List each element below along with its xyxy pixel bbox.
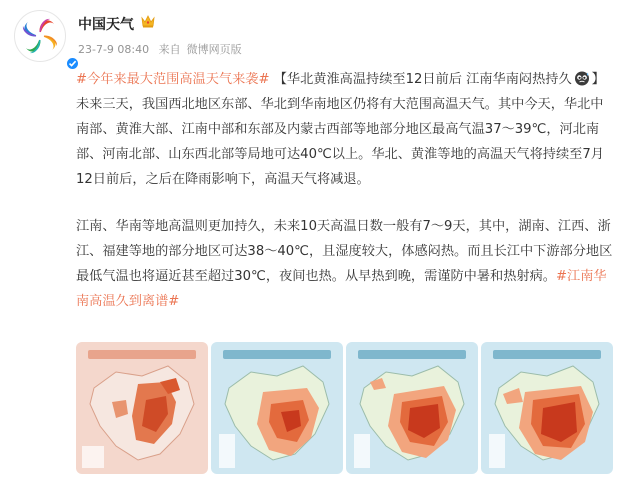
post-meta [78, 41, 248, 57]
timestamp[interactable]: 23-7-9 08:40 [78, 43, 150, 56]
headline-text: 【华北黄淮高温持续至12日前后 江南华南闷热持久 [273, 72, 572, 87]
source-link[interactable]: 微博网页版 [186, 43, 242, 56]
image-thumbnail-4[interactable] [481, 342, 613, 474]
avatar[interactable] [14, 10, 66, 62]
crown-icon[interactable] [141, 15, 155, 28]
paragraph-1 [76, 67, 616, 192]
post-content [76, 67, 616, 314]
image-thumbnail-2[interactable] [211, 342, 343, 474]
china-weather-logo [18, 14, 62, 58]
paragraph-2 [76, 214, 616, 314]
username[interactable]: 中国天气 [78, 17, 134, 33]
image-gallery [76, 342, 613, 474]
paragraph-2-text: 江南、华南等地高温则更加持久，未来10天高温日数一般有7～9天，其中，湖南、江西、浙江、福建等地的部分地区可达38～40℃，且湿度较大，体感闷热。而且长江中下游部分地区最低气温也将逼近甚至超过30℃，夜间也热。从早热到晚，需谨防中暑和热射病。 [76, 219, 613, 284]
hashtag-link-2[interactable]: #江南华南高温久到离谱# [76, 269, 607, 309]
headline-close: 】 [591, 72, 605, 87]
image-thumbnail-3[interactable] [346, 342, 478, 474]
sweat-emoji-icon [574, 70, 590, 86]
image-thumbnail-1[interactable] [76, 342, 208, 474]
paragraph-1-text: 未来三天，我国西北地区东部、华北到华南地区仍将有大范围高温天气。其中今天，华北中南部、黄淮大部、江南中部和东部及内蒙古西部等地部分地区最高气温37～39℃，河北南部、河南北部、山东西北部等局地可达40℃以上。华北、黄淮等地的高温天气将持续至7月12日前后，之后在降雨影响下，高温天气将减退。 [76, 97, 604, 187]
source-prefix: 来自 [158, 43, 181, 56]
hashtag-link[interactable]: #今年来最大范围高温天气来袭# [76, 72, 270, 87]
